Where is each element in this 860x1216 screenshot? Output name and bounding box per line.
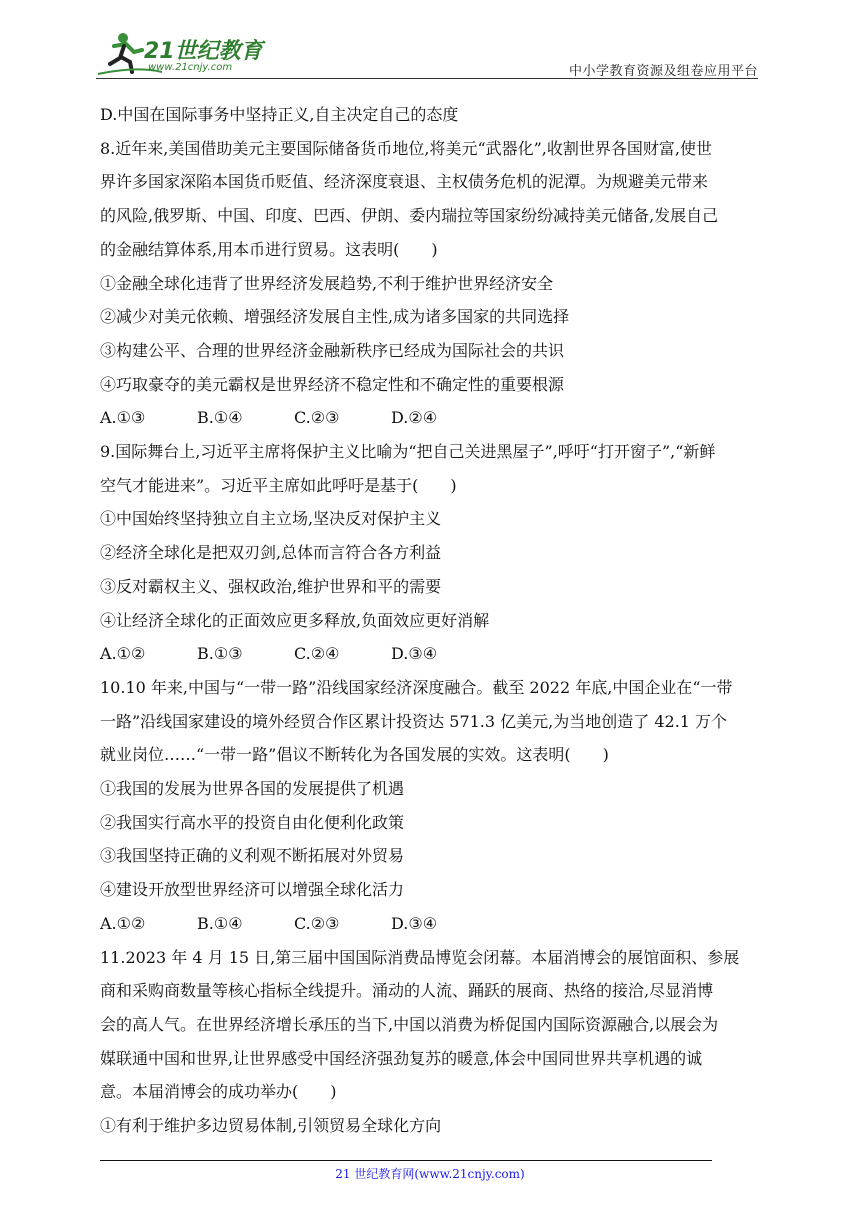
q10-options [100, 907, 764, 941]
option-a[interactable]: A.①③ [100, 408, 146, 428]
header-divider [96, 78, 758, 79]
option-b[interactable]: B.①③ [197, 644, 243, 664]
q9-item: ③反对霸权主义、强权政治,维护世界和平的需要 [100, 576, 442, 596]
option-c[interactable]: C.②④ [294, 644, 340, 664]
footer-link[interactable]: 21 世纪教育网(www.21cnjy.com) [335, 1167, 525, 1181]
q10-item: ②我国实行高水平的投资自由化便利化政策 [100, 812, 405, 832]
q9-item: ①中国始终坚持独立自主立场,坚决反对保护主义 [100, 509, 442, 529]
option-a[interactable]: A.①② [100, 644, 146, 664]
q9-item: ②经济全球化是把双刃剑,总体而言符合各方利益 [100, 543, 442, 563]
option-d[interactable]: D.③④ [391, 644, 438, 664]
q10-item: ④建设开放型世界经济可以增强全球化活力 [100, 880, 405, 900]
q8-item: ③构建公平、合理的世界经济金融新秩序已经成为国际社会的共识 [100, 340, 565, 360]
q8-item: ②减少对美元依赖、增强经济发展自主性,成为诸多国家的共同选择 [100, 307, 570, 327]
q9-item: ④让经济全球化的正面效应更多释放,负面效应更好消解 [100, 610, 490, 630]
q8-item: ①金融全球化违背了世界经济发展趋势,不利于维护世界经济安全 [100, 273, 554, 293]
text-line: 意。本届消博会的成功举办( ) [100, 1082, 337, 1102]
logo-url: www.21cnjy.com [148, 62, 233, 73]
q11-item: ①有利于维护多边贸易体制,引领贸易全球化方向 [100, 1116, 442, 1136]
option-d[interactable]: D.②④ [391, 408, 438, 428]
q9-stem: 9.国际舞台上,习近平主席将保护主义比喻为“把自己关进黑屋子”,呼吁“打开窗子”,“新鲜 [100, 442, 716, 462]
q8-options [100, 401, 764, 435]
q10-stem: 10.10 年来,中国与“一带一路”沿线国家经济深度融合。截至 2022 年底,中国企业在“一带 [100, 677, 733, 697]
option-b[interactable]: B.①④ [197, 408, 243, 428]
text-line: D.中国在国际事务中坚持正义,自主决定自己的态度 [100, 105, 459, 124]
q10-item: ①我国的发展为世界各国的发展提供了机遇 [100, 779, 405, 799]
option-c[interactable]: C.②③ [294, 408, 340, 428]
platform-title: 中小学教育资源及组卷应用平台 [568, 64, 758, 79]
site-logo[interactable] [96, 28, 266, 80]
q9-options [100, 637, 764, 671]
option-a[interactable]: A.①② [100, 913, 146, 933]
option-b[interactable]: B.①④ [197, 913, 243, 933]
text-line: 空气才能进来”。习近平主席如此呼吁是基于( ) [100, 475, 457, 495]
footer-divider [100, 1160, 712, 1161]
q11-stem: 11.2023 年 4 月 15 日,第三届中国国际消费品博览会闭幕。本届消博会的展馆面积、参展 [100, 947, 740, 967]
option-d[interactable]: D.③④ [391, 913, 438, 933]
q8-stem: 8.近年来,美国借助美元主要国际储备货币地位,将美元“武器化”,收割世界各国财富,使世 [100, 138, 712, 158]
text-line: 的风险,俄罗斯、中国、印度、巴西、伊朗、委内瑞拉等国家纷纷减持美元储备,发展自己 [100, 206, 719, 226]
question-content [100, 98, 764, 1143]
q10-item: ③我国坚持正确的义利观不断拓展对外贸易 [100, 846, 405, 866]
option-c[interactable]: C.②③ [294, 913, 340, 933]
logo-text: 21世纪教育 [144, 39, 263, 64]
text-line: 会的高人气。在世界经济增长承压的当下,中国以消费为桥促国内国际资源融合,以展会为 [100, 1014, 719, 1034]
text-line: 媒联通中国和世界,让世界感受中国经济强劲复苏的暖意,体会中国同世界共享机遇的诚 [100, 1048, 703, 1068]
text-line: 的金融结算体系,用本币进行贸易。这表明( ) [100, 239, 438, 259]
text-line: 就业岗位……“一带一路”倡议不断转化为各国发展的实效。这表明( ) [100, 745, 609, 765]
page-header [0, 0, 860, 90]
text-line: 一路”沿线国家建设的境外经贸合作区累计投资达 571.3 亿美元,为当地创造了 42.1 万个 [100, 711, 728, 731]
q8-item: ④巧取豪夺的美元霸权是世界经济不稳定性和不确定性的重要根源 [100, 374, 565, 394]
text-line: 界许多国家深陷本国货币贬值、经济深度衰退、主权债务危机的泥潭。为规避美元带来 [100, 172, 709, 192]
text-line: 商和采购商数量等核心指标全线提升。涌动的人流、踊跃的展商、热络的接洽,尽显消博 [100, 981, 714, 1001]
